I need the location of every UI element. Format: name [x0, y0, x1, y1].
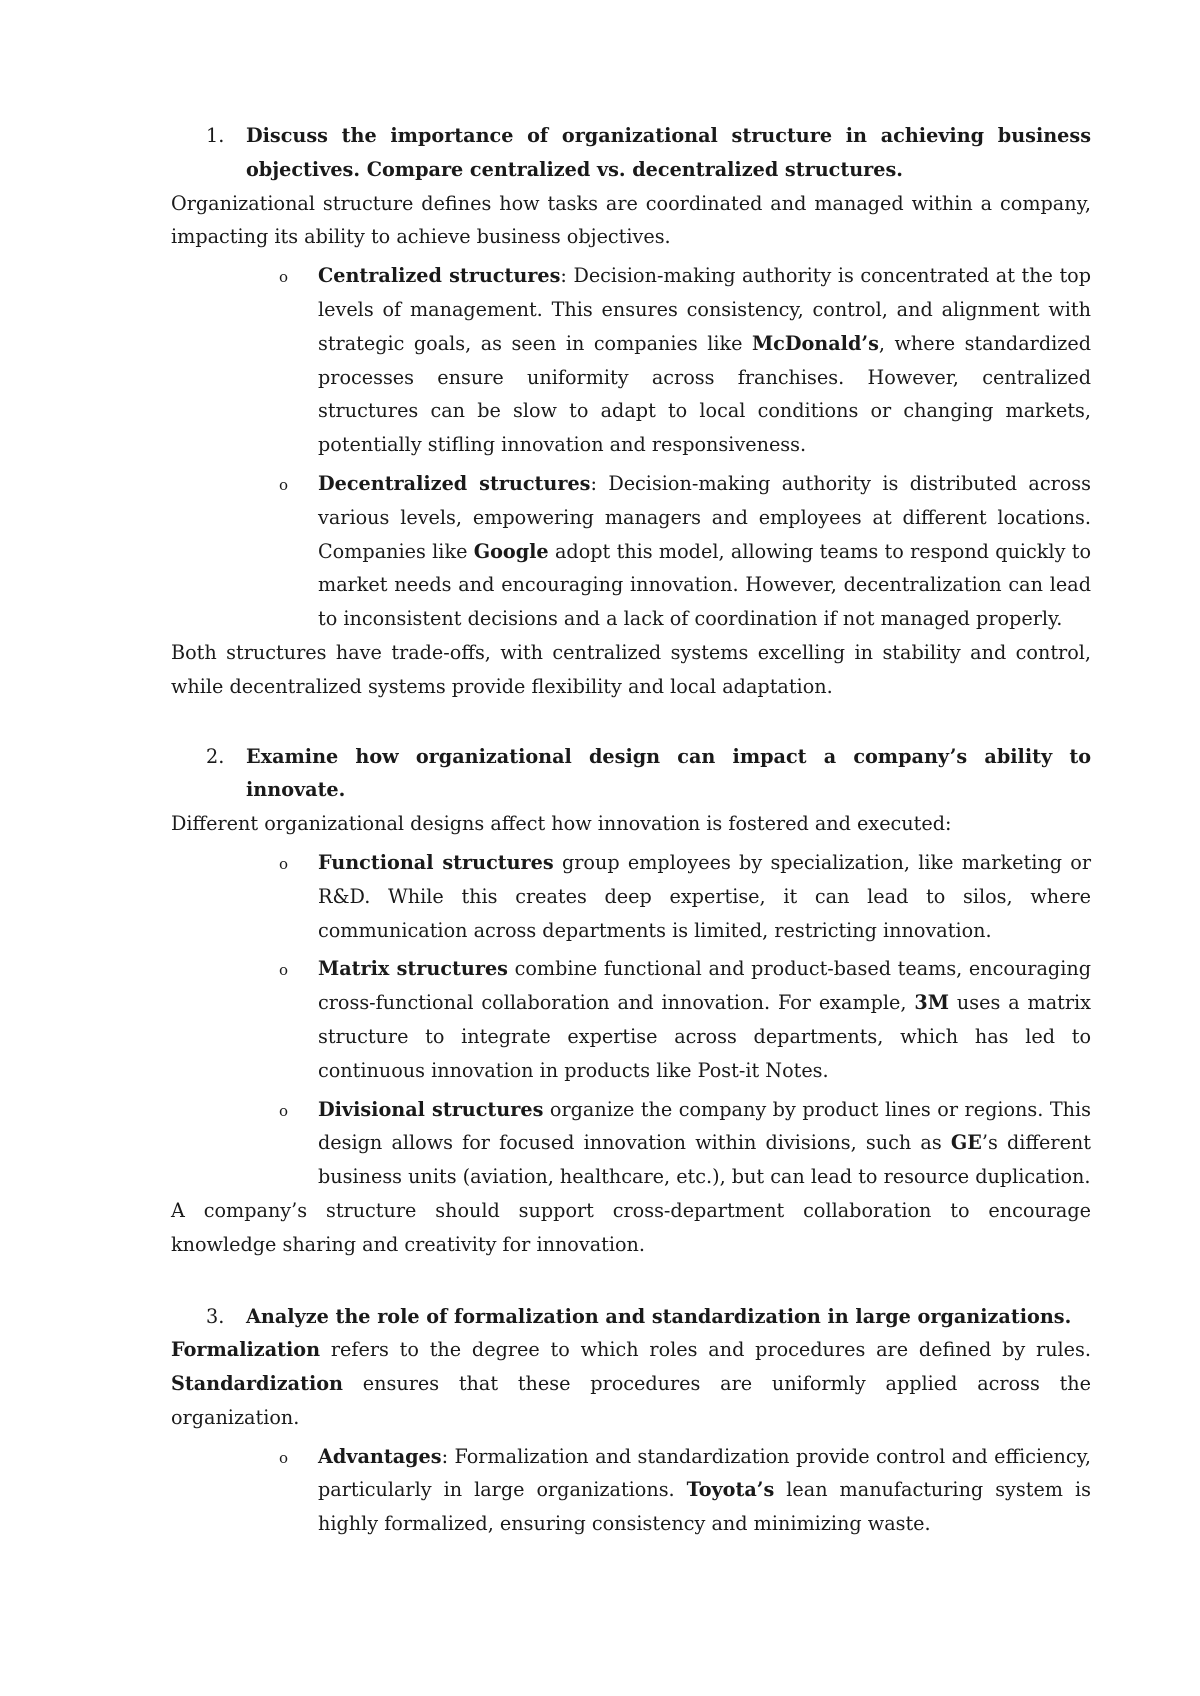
bullet-text: ’s different business units (aviation, healthcare, etc.), but can lead to resource duplication.	[318, 1131, 1091, 1189]
bullet-term: Advantages	[318, 1444, 442, 1468]
bullet-term: Divisional structures	[318, 1097, 544, 1121]
bullet-text: , where standardized processes ensure uniformity across franchises. However, centralized structures can be slow to adapt to local conditions or changing markets, potentially stifling innovation and responsiveness.	[318, 331, 1091, 457]
bullet-term: Matrix structures	[318, 957, 508, 981]
question-text: Discuss the importance of organizational structure in achieving business objectives. Compare centralized vs. decentralized structures.	[246, 124, 1091, 181]
question-number: 2.	[206, 744, 225, 768]
question-number: 1.	[206, 124, 225, 147]
bullet-text: : Decision-making authority is concentrated at the top levels of management. This ensures consistency, control, and alignment with strategic goals, as seen in companies like	[318, 264, 1092, 355]
question-1	[171, 119, 1091, 187]
company-name: McDonald’s	[751, 331, 879, 355]
bullet-text: : Formalization and standardization provide control and efficiency, particularly in large organizations.	[318, 1444, 1091, 1502]
list-item	[171, 846, 1091, 947]
company-name: GE	[950, 1131, 982, 1155]
question-text: Analyze the role of formalization and standardization in large organizations.	[246, 1304, 1072, 1328]
paragraph-intro: Different organizational designs affect how innovation is fostered and executed:	[171, 812, 952, 836]
term-standardization: Standardization	[171, 1372, 343, 1396]
list-item	[171, 1440, 1091, 1541]
bullet-text: : Decision-making authority is distributed across various levels, empowering managers and employees at different locations. Companies like	[318, 471, 1091, 563]
question-number: 3.	[206, 1304, 225, 1328]
question-2	[171, 740, 1091, 808]
list-item	[171, 467, 1091, 636]
paragraph-intro: Organizational structure defines how tasks are coordinated and managed within a company, impacting its ability to achieve business objectives.	[171, 191, 1091, 249]
bullet-marker: o	[279, 1101, 289, 1120]
bullet-marker: o	[279, 961, 289, 980]
bullet-text: combine functional and product-based teams, encouraging cross-functional collaboration and innovation. For example,	[318, 957, 1091, 1015]
bullet-text: organize the company by product lines or regions. This design allows for focused innovation within divisions, such as	[318, 1097, 1091, 1155]
list-item	[171, 259, 1091, 462]
list-item	[171, 1093, 1091, 1194]
bullet-text: lean manufacturing system is highly formalized, ensuring consistency and minimizing waste.	[318, 1478, 1091, 1536]
intro-text: refers to the degree to which roles and procedures are defined by rules.	[320, 1338, 1091, 1362]
bullet-term: Centralized structures	[318, 264, 561, 288]
bullet-text: uses a matrix structure to integrate expertise across departments, which has led to continuous innovation in products like Post-it Notes.	[318, 991, 1091, 1082]
paragraph-conclusion: Both structures have trade-offs, with centralized systems excelling in stability and control, while decentralized systems provide flexibility and local adaptation.	[171, 640, 1091, 698]
term-formalization: Formalization	[171, 1338, 321, 1362]
bullet-text: group employees by specialization, like marketing or R&D. While this creates deep expertise, it can lead to silos, where communication across departments is limited, restricting innovation.	[318, 850, 1091, 942]
bullet-marker: o	[279, 1448, 289, 1467]
document-body	[171, 119, 1091, 1541]
bullet-term: Decentralized structures	[318, 471, 591, 495]
company-name: Google	[473, 539, 549, 563]
company-name: 3M	[914, 991, 949, 1015]
question-3	[171, 1300, 1091, 1334]
list-item	[171, 952, 1091, 1087]
bullet-text: adopt this model, allowing teams to respond quickly to market needs and encouraging innovation. However, decentralization can lead to inconsistent decisions and a lack of coordination if not managed properly.	[318, 539, 1091, 631]
bullet-marker: o	[279, 268, 289, 287]
intro-text: ensures that these procedures are uniformly applied across the organization.	[171, 1372, 1091, 1429]
bullet-marker: o	[279, 854, 289, 873]
bullet-marker: o	[279, 475, 289, 494]
bullet-term: Functional structures	[318, 850, 554, 874]
company-name: Toyota’s	[686, 1478, 775, 1502]
question-text: Examine how organizational design can impact a company’s ability to innovate.	[246, 744, 1091, 802]
paragraph-conclusion: A company’s structure should support cross-department collaboration to encourage knowledge sharing and creativity for innovation.	[171, 1198, 1091, 1256]
paragraph-intro	[171, 1333, 1091, 1434]
